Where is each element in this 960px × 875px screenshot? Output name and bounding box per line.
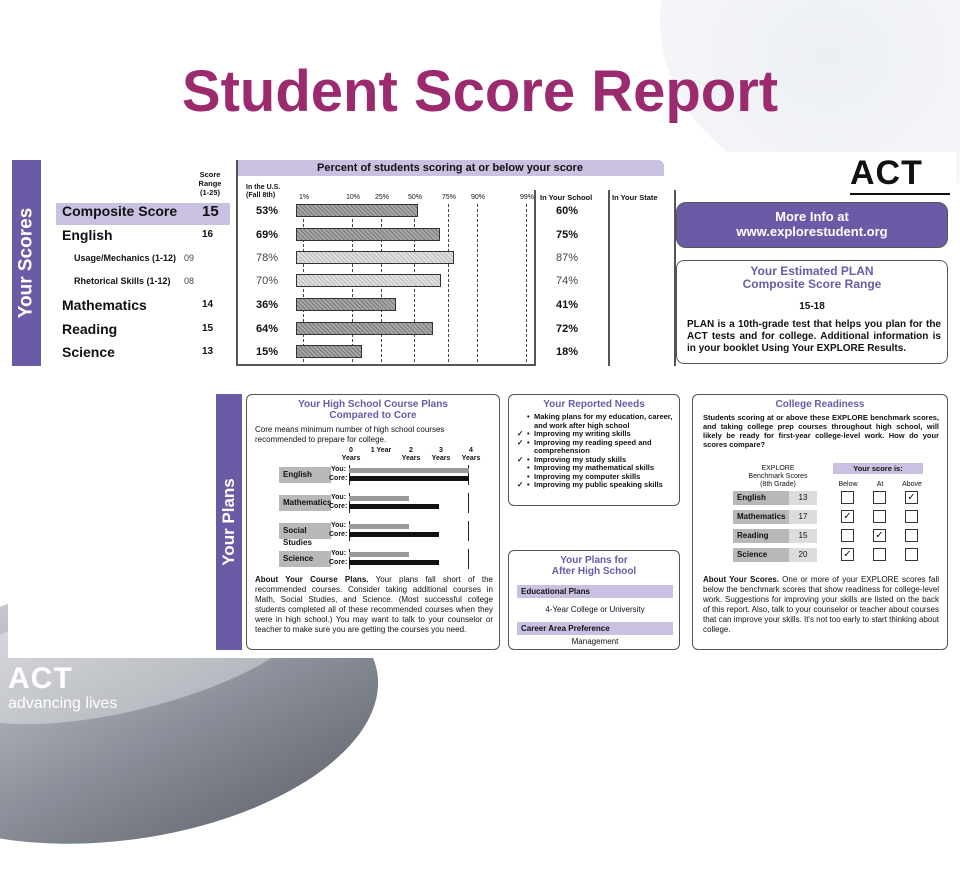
chart-bottom-border xyxy=(236,364,536,366)
score-value: 13 xyxy=(202,346,214,357)
score-value: 08 xyxy=(184,276,195,286)
state-col-header: In Your State xyxy=(612,193,658,202)
slide-title: Student Score Report xyxy=(181,59,779,124)
need-text: Improving my study skills xyxy=(534,454,627,464)
empty-box-icon xyxy=(905,548,918,561)
bench-header: EXPLORE Benchmark Scores (8th Grade) xyxy=(748,465,808,488)
chart-left-border xyxy=(236,160,238,366)
need-text: Improving my computer skills xyxy=(534,471,641,481)
bench-score: 15 xyxy=(789,529,817,543)
school-col-border xyxy=(608,190,610,366)
plan-text: PLAN is a 10th-grade test that helps you plan for the ACT tests and for college. Additional information is in your booklet Using Your EXPLORE Results. xyxy=(687,319,941,354)
plans-side-tab xyxy=(216,394,242,650)
you-label: You: xyxy=(331,494,347,501)
footer-logo: ACT xyxy=(8,662,73,695)
core-bar xyxy=(349,560,439,565)
plans-tab-label: Your Plans xyxy=(219,478,239,566)
us-percent: 78% xyxy=(256,252,279,264)
check-icon: ✓ xyxy=(517,480,524,489)
chart-right-border xyxy=(534,190,536,366)
blank-check xyxy=(517,413,527,430)
your-score-header: Your score is: xyxy=(833,463,923,474)
course-subject: Social Studies xyxy=(279,523,331,539)
score-label: Mathematics xyxy=(62,297,147,313)
us-percent: 15% xyxy=(256,346,279,358)
need-text: Improving my mathematical skills xyxy=(534,463,655,472)
readiness-subject: Reading xyxy=(733,529,789,543)
career-value: Management xyxy=(571,637,619,646)
core-bar xyxy=(349,504,439,509)
empty-box-icon xyxy=(841,491,854,504)
need-item xyxy=(517,413,675,430)
core-bar xyxy=(349,476,469,481)
core-label: Core: xyxy=(329,503,348,510)
course-subject: Science xyxy=(279,551,331,567)
school-percent: 87% xyxy=(556,252,579,264)
more-info-line1: More Info at xyxy=(775,209,849,224)
act-logo: ACT xyxy=(850,154,923,192)
bullet-icon: • xyxy=(527,437,530,447)
bullet-icon: • xyxy=(527,463,530,472)
core-label: Core: xyxy=(329,475,348,482)
tick-label: 99% xyxy=(519,194,534,201)
school-percent: 75% xyxy=(556,229,579,241)
score-value: 15 xyxy=(202,323,214,334)
readiness-title: College Readiness xyxy=(775,399,865,410)
bullet-icon: • xyxy=(527,429,530,438)
you-label: You: xyxy=(331,522,347,529)
empty-box-icon xyxy=(841,529,854,542)
you-bar xyxy=(349,468,469,473)
score-bar xyxy=(296,251,454,264)
year-label: 0 Years xyxy=(341,447,361,462)
gridline xyxy=(448,204,449,362)
score-label: Usage/Mechanics (1-12) xyxy=(74,253,177,263)
course-title-1: Your High School Course Plans xyxy=(298,399,448,410)
year-label: 4 Years xyxy=(461,447,481,462)
course-subject: English xyxy=(279,467,331,483)
after-hs-title-2: After High School xyxy=(551,566,637,577)
readiness-subject: Science xyxy=(733,548,789,562)
tick-label: 75% xyxy=(441,194,456,201)
checked-box-icon: ✓ xyxy=(905,491,918,504)
course-subject: Mathematics xyxy=(279,495,331,511)
you-bar xyxy=(349,552,409,557)
year-label: 2 Years xyxy=(401,447,421,462)
col-above: Above xyxy=(902,481,922,488)
score-bar xyxy=(296,204,418,217)
bullet-icon: • xyxy=(527,471,530,481)
score-report xyxy=(8,152,956,658)
you-bar xyxy=(349,496,409,501)
school-percent: 72% xyxy=(556,323,579,335)
chart-header: Percent of students scoring at or below your score xyxy=(236,160,664,176)
empty-box-icon xyxy=(873,491,886,504)
score-value: 16 xyxy=(202,229,214,240)
score-label: Reading xyxy=(62,321,118,337)
readiness-subject: Mathematics xyxy=(733,510,789,524)
need-item xyxy=(517,481,675,490)
after-hs-box xyxy=(508,550,680,650)
bench-score: 20 xyxy=(789,548,817,562)
readiness-about-title: About Your Scores. xyxy=(703,575,779,584)
school-col-header: In Your School xyxy=(540,193,593,202)
gridline xyxy=(477,204,478,362)
plan-title-1: Your Estimated PLAN xyxy=(750,264,874,278)
career-label: Career Area Preference xyxy=(517,622,673,635)
readiness-intro: Students scoring at or above these EXPLORE benchmark scores, and taking college prep courses throughout high school, will likely be ready for first-year college-level work. How do your scores compare? xyxy=(703,413,939,449)
bench-score: 13 xyxy=(789,491,817,505)
need-text: Improving my reading speed and comprehension xyxy=(534,437,652,455)
col-below: Below xyxy=(838,481,858,488)
year-label: 1 Year xyxy=(370,447,392,454)
score-value: 15 xyxy=(202,203,219,220)
tick-label: 50% xyxy=(407,194,422,201)
course-about-text: Your plans fall short of the recommended courses. Consider taking additional courses in Math, Social Studies, and Science. (Most successful college students completed all of these recommended courses when they were in high school.) You may want to talk to your counselor or teacher to make sure you are getting the courses you need. xyxy=(255,575,494,634)
need-text: Improving my public speaking skills xyxy=(534,480,663,489)
us-percent: 53% xyxy=(256,205,279,217)
more-info-box[interactable] xyxy=(676,202,948,248)
course-plans-box xyxy=(246,394,500,650)
score-bar xyxy=(296,228,440,241)
you-label: You: xyxy=(331,550,347,557)
after-hs-title-1: Your Plans for xyxy=(560,555,628,566)
bullet-icon: • xyxy=(527,412,530,421)
course-title-2: Compared to Core xyxy=(329,410,417,421)
readiness-about-text: One or more of your EXPLORE scores fall below the benchmark scores that show readiness for college-level work. Suggestions for improving your skills are listed on the back of this report. Also, talk to your counselor or teacher about courses that can improve your skills. It's not too early to start thinking about college. xyxy=(703,575,939,634)
course-intro: Core means minimum number of high school courses recommended to prepare for college. xyxy=(255,425,445,444)
school-percent: 18% xyxy=(556,346,579,358)
score-label: Rhetorical Skills (1-12) xyxy=(74,276,171,286)
course-about-title: About Your Course Plans. xyxy=(255,575,369,584)
act-logo-underline xyxy=(850,193,950,195)
readiness-subject: English xyxy=(733,491,789,505)
you-label: You: xyxy=(331,466,347,473)
checked-box-icon: ✓ xyxy=(873,529,886,542)
check-icon: ✓ xyxy=(517,454,524,464)
needs-box xyxy=(508,394,680,506)
us-percent: 64% xyxy=(256,323,279,335)
bullet-icon: • xyxy=(527,454,530,464)
need-text: Making plans for my education, career, and work after high school xyxy=(534,412,673,430)
tick-label: 25% xyxy=(374,194,389,201)
empty-box-icon xyxy=(905,510,918,523)
blank-check xyxy=(517,464,527,473)
gridline xyxy=(526,204,527,362)
plan-range: 15-18 xyxy=(799,301,825,312)
score-bar xyxy=(296,298,396,311)
core-label: Core: xyxy=(329,559,348,566)
check-icon: ✓ xyxy=(517,437,524,447)
bench-score: 17 xyxy=(789,510,817,524)
footer-tagline: advancing lives xyxy=(8,695,118,712)
score-label: English xyxy=(62,227,113,243)
empty-box-icon xyxy=(873,548,886,561)
checked-box-icon: ✓ xyxy=(841,510,854,523)
score-bar xyxy=(296,274,441,287)
need-item xyxy=(517,439,675,456)
score-value: 14 xyxy=(202,299,214,310)
scores-tab-label: Your Scores xyxy=(15,207,37,319)
score-label: Composite Score xyxy=(62,203,178,219)
readiness-box xyxy=(692,394,948,650)
core-label: Core: xyxy=(329,531,348,538)
empty-box-icon xyxy=(873,510,886,523)
check-icon: ✓ xyxy=(517,429,524,438)
score-label: Science xyxy=(62,344,115,360)
readiness-about xyxy=(703,575,939,635)
edu-plans-label: Educational Plans xyxy=(517,585,673,598)
core-bar xyxy=(349,532,439,537)
checked-box-icon: ✓ xyxy=(841,548,854,561)
school-percent: 41% xyxy=(556,299,579,311)
edu-plans-value: 4-Year College or University xyxy=(545,605,645,614)
bullet-icon: • xyxy=(527,480,530,489)
school-percent: 74% xyxy=(556,275,579,287)
us-col-header: In the U.S. (Fall 8th) xyxy=(246,184,281,199)
score-bar xyxy=(296,322,433,335)
score-value: 09 xyxy=(184,253,195,263)
score-bar xyxy=(296,345,362,358)
scores-side-tab xyxy=(12,160,41,366)
school-percent: 60% xyxy=(556,205,579,217)
plan-box xyxy=(676,260,948,364)
us-percent: 36% xyxy=(256,299,279,311)
empty-box-icon xyxy=(905,529,918,542)
you-bar xyxy=(349,524,409,529)
plan-title-2: Composite Score Range xyxy=(742,277,882,291)
more-info-url[interactable]: www.explorestudent.org xyxy=(736,224,888,239)
col-at: At xyxy=(876,481,884,488)
needs-title: Your Reported Needs xyxy=(543,399,645,410)
need-text: Improving my writing skills xyxy=(534,429,631,438)
score-range-header: Score Range (1-25) xyxy=(198,170,222,197)
us-percent: 70% xyxy=(256,275,279,287)
tick-label: 90% xyxy=(470,194,485,201)
us-percent: 69% xyxy=(256,229,279,241)
course-about xyxy=(255,575,493,635)
needs-list xyxy=(517,413,675,490)
year-label: 3 Years xyxy=(431,447,451,462)
tick-label: 1% xyxy=(298,194,310,201)
tick-label: 10% xyxy=(345,194,360,201)
